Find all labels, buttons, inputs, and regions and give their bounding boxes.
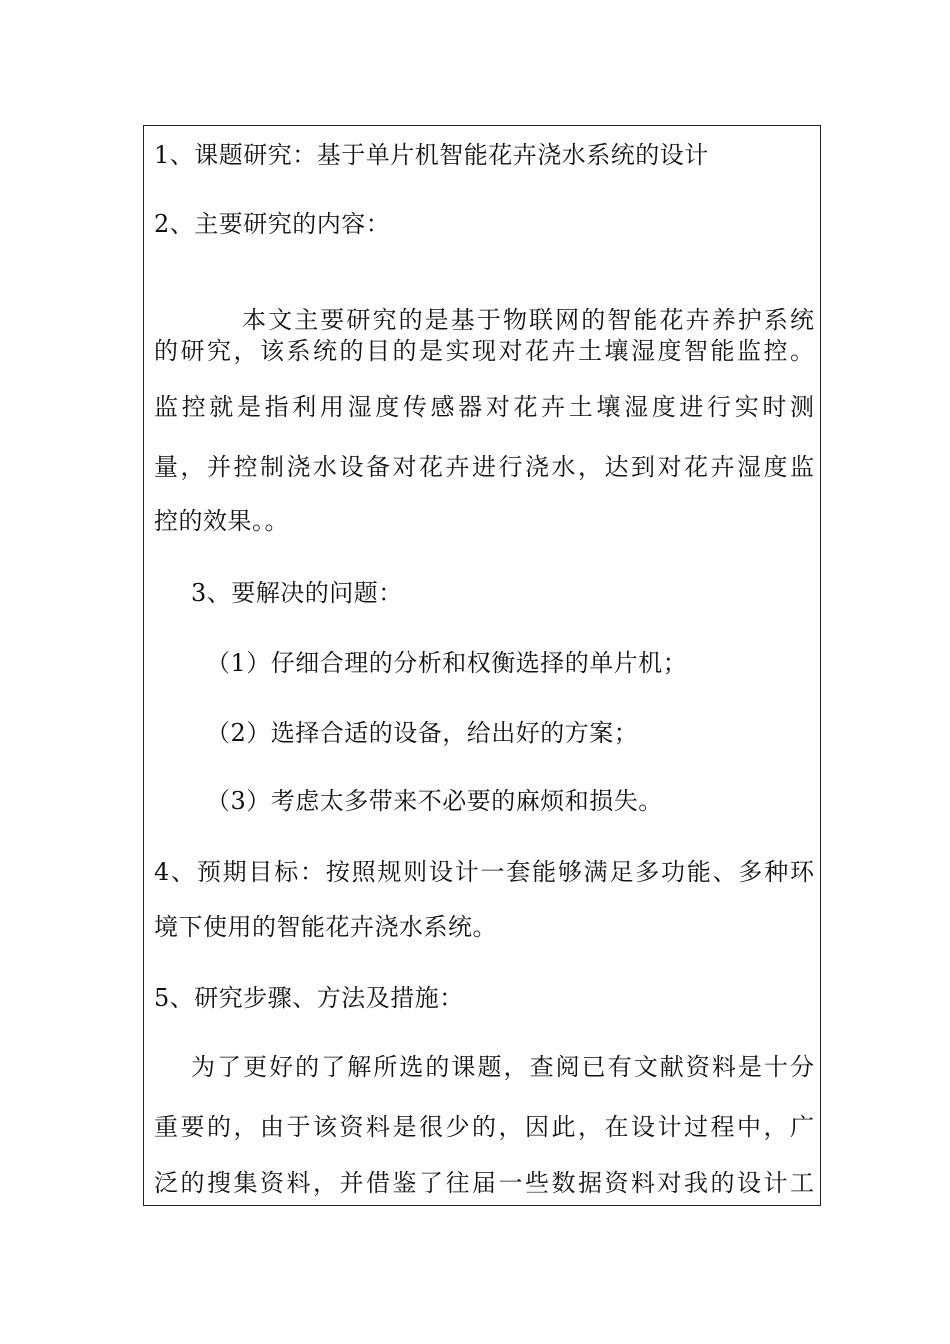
problem-item-2: （2）选择合适的设备，给出好的方案； <box>206 719 639 747</box>
section-2-heading: 2、主要研究的内容： <box>154 210 391 238</box>
method-paragraph-line-1: 为了更好的了解所选的课题，查阅已有文献资料是十分 <box>191 1053 814 1081</box>
method-paragraph-line-3: 泛的搜集资料，并借鉴了往届一些数据资料对我的设计工 <box>154 1169 814 1197</box>
section-4-line-2: 境下使用的智能花卉浇水系统。 <box>154 913 497 941</box>
section-3-heading: 3、要解决的问题： <box>191 579 403 607</box>
content-paragraph-line-4: 量，并控制浇水设备对花卉进行浇水，达到对花卉湿度监 <box>154 453 814 481</box>
section-5-heading: 5、研究步骤、方法及措施： <box>154 984 464 1012</box>
section-1-topic: 1、课题研究：基于单片机智能花卉浇水系统的设计 <box>154 141 709 169</box>
content-paragraph-line-1: 本文主要研究的是基于物联网的智能花卉养护系统 <box>242 306 814 334</box>
content-paragraph-line-2: 的研究，该系统的目的是实现对花卉土壤湿度智能监控。 <box>154 337 814 365</box>
content-paragraph-line-3: 监控就是指利用湿度传感器对花卉土壤湿度进行实时测 <box>154 393 814 421</box>
content-paragraph-line-5: 控的效果。。 <box>154 507 289 535</box>
method-paragraph-line-2: 重要的，由于该资料是很少的，因此，在设计过程中，广 <box>154 1113 814 1141</box>
problem-item-1: （1）仔细合理的分析和权衡选择的单片机； <box>206 649 688 677</box>
problem-item-3: （3）考虑太多带来不必要的麻烦和损失。 <box>206 787 663 815</box>
document-table-cell <box>143 125 821 1206</box>
section-4-line-1: 4、预期目标：按照规则设计一套能够满足多功能、多种环 <box>154 858 814 886</box>
